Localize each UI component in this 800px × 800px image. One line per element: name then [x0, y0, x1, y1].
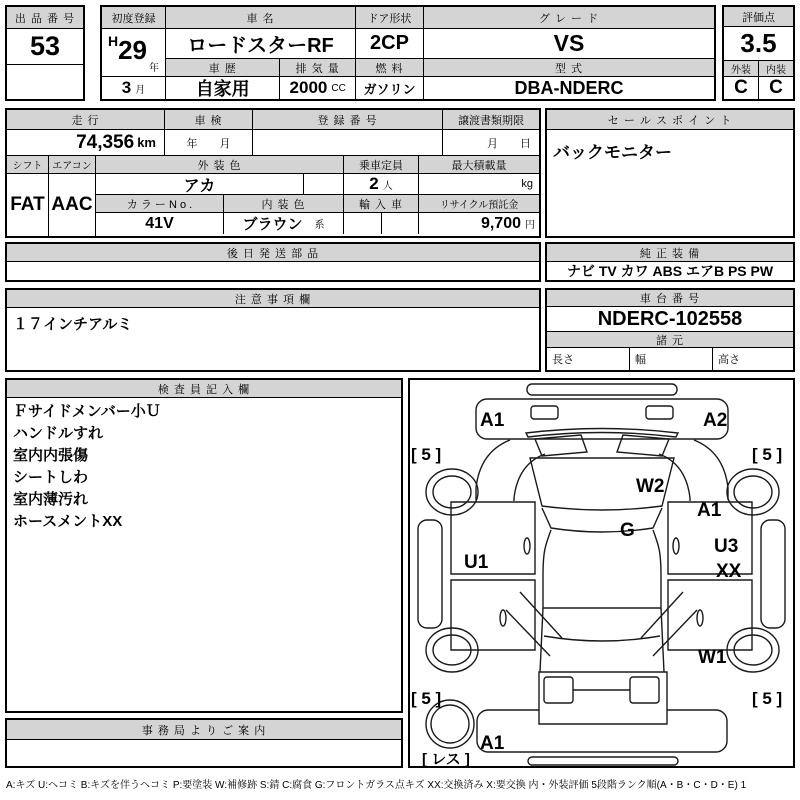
inspector-note-line: Ｆサイドメンバー小Ｕ — [13, 403, 161, 420]
score-value: 3.5 — [724, 27, 793, 61]
history-label: 車 歴 — [166, 59, 280, 77]
quarter-fold-right — [641, 592, 697, 656]
aircon-label: エアコン — [49, 156, 95, 174]
cabin — [543, 530, 661, 608]
first-reg-year-unit: 年 — [149, 63, 160, 74]
later-parts-text — [7, 262, 539, 280]
inspector-label: 検 査 員 記 入 欄 — [7, 380, 401, 398]
wiper-left — [535, 435, 587, 456]
displacement-label: 排 気 量 — [280, 59, 355, 77]
sill-left — [418, 520, 442, 628]
inspector-notes — [7, 398, 401, 536]
equipment-label: 純 正 装 備 — [547, 244, 793, 262]
ext-color-value: アカ — [96, 174, 304, 194]
front-fender-left-inner — [514, 454, 545, 501]
damage-label: A2 — [703, 410, 728, 431]
car-name-label: 車 名 — [166, 7, 355, 29]
wheel-front-left-rim — [433, 476, 471, 508]
rear-lower-strip — [528, 757, 678, 765]
headlight-right — [646, 406, 673, 419]
admin-label: 事 務 局 よ り ご 案 内 — [7, 720, 401, 740]
chassis-number: NDERC-102558 — [547, 307, 793, 332]
damage-label: XX — [716, 561, 742, 582]
damage-label: G — [620, 520, 635, 541]
spare-tire-rim — [431, 705, 469, 743]
capacity-value: 2 人 — [344, 174, 419, 194]
cowl-band — [526, 429, 678, 438]
mileage-value: 74,356 km — [7, 130, 165, 155]
chassis-box — [545, 288, 795, 372]
damage-label: W2 — [636, 476, 665, 497]
inspector-note-line: シートしわ — [13, 469, 89, 486]
color-no-label: カ ラ ー N o . — [96, 195, 224, 213]
equipment-text: ナビ TV カワ ABS エアB PS PW — [566, 263, 774, 279]
capacity-label: 乗車定員 — [344, 156, 419, 174]
inspector-note-line: 室内薄汚れ — [13, 491, 89, 508]
damage-label: [ 5 ] — [752, 689, 783, 708]
spec-label: 諸 元 — [547, 332, 793, 348]
headlight-left — [531, 406, 558, 419]
door-shape-label: ドア形状 — [356, 7, 423, 29]
import-label: 輸 入 車 — [344, 195, 419, 213]
reg-no-value — [253, 130, 443, 155]
auction-no-label: 出 品 番 号 — [7, 7, 83, 29]
fuel-value: ガソリン — [363, 81, 416, 97]
damage-label: A1 — [697, 500, 722, 521]
sill-right — [761, 520, 785, 628]
exterior-label: 外装 — [724, 61, 759, 77]
inspector-note-line: ハンドルすれ — [13, 425, 104, 442]
transfer-doc-value: 月 日 — [487, 137, 531, 150]
front-spoiler — [527, 384, 677, 395]
damage-diagram-box — [408, 378, 795, 768]
inspection-value: 年 月 — [165, 130, 253, 155]
import-value-extra — [382, 213, 419, 234]
recycle-label: リサイクル預託金 — [419, 195, 539, 213]
damage-label: [ 5 ] — [411, 445, 442, 464]
damage-label: U3 — [714, 536, 739, 557]
trunk-latch-left — [544, 677, 573, 703]
front-fender-right-outer — [694, 440, 728, 500]
history-value: 自家用 — [166, 77, 280, 99]
damage-code-legend: A:キズ U:ヘコミ B:キズを伴うヘコミ P:要塗装 W:補修跡 S:錆 C:腐食 G:フロントガラス点キズ XX:交換済み X:要交換 内・外装評価 5段階ランク順(A・B・C・D・E) 1 — [6, 780, 747, 791]
car-diagram — [410, 380, 793, 766]
vehicle-header-table — [100, 5, 716, 101]
sales-point-text: バックモニター — [553, 143, 672, 162]
door-rear-left — [451, 580, 535, 650]
shift-label: シフト — [7, 156, 48, 174]
damage-label: [ 5 ] — [411, 689, 442, 708]
door-handle-rear-right — [697, 610, 703, 626]
notes-text: １７インチアルミ — [13, 316, 133, 333]
details-table — [5, 108, 541, 238]
equipment-box — [545, 242, 795, 282]
model-code-label: 型 式 — [424, 59, 714, 77]
door-shape-value: 2CP — [356, 29, 423, 59]
exterior-grade: C — [724, 77, 759, 99]
wiper-right — [617, 435, 669, 456]
first-reg-month: 3 月 — [121, 78, 146, 97]
transfer-doc-label: 譲渡書類期限 — [443, 110, 539, 130]
sales-point-box — [545, 108, 795, 238]
wheel-front-right-rim — [734, 476, 772, 508]
chassis-label: 車 台 番 号 — [547, 290, 793, 307]
mileage-label: 走 行 — [7, 110, 165, 130]
inspector-note-line: ホースメントXX — [13, 513, 123, 530]
int-color-label: 内 装 色 — [224, 195, 344, 213]
inspector-note-line: 室内内張傷 — [13, 447, 89, 464]
max-load-value: kg — [521, 178, 533, 190]
score-label: 評価点 — [724, 7, 793, 27]
import-value — [344, 213, 382, 234]
door-handle-front-right — [673, 538, 679, 554]
color-no-value: 41V — [96, 213, 224, 234]
door-handle-front-left — [524, 538, 530, 554]
notes-box — [5, 288, 541, 372]
notes-label: 注 意 事 項 欄 — [7, 290, 539, 308]
max-load-label: 最大積載量 — [419, 156, 539, 174]
damage-label: [ 5 ] — [752, 445, 783, 464]
reg-no-label: 登 録 番 号 — [253, 110, 443, 130]
spec-height: 高さ — [718, 354, 740, 366]
recycle-value: 9,700 円 — [480, 214, 535, 232]
first-reg-label: 初度登録 — [102, 7, 165, 29]
first-reg-value — [102, 29, 165, 77]
sales-point-label: セ ー ル ス ポ イ ン ト — [547, 110, 793, 130]
grade-value: VS — [424, 29, 714, 59]
ext-color-label: 外 装 色 — [96, 156, 344, 174]
rating-box — [722, 5, 795, 101]
trunk-latch-right — [630, 677, 659, 703]
later-parts-label: 後 日 発 送 部 品 — [7, 244, 539, 262]
model-code-value: DBA-NDERC — [514, 77, 624, 98]
car-name-value: ロードスターRF — [166, 29, 355, 59]
grade-label: グ レ ー ド — [424, 7, 714, 29]
first-reg-year: 29 — [118, 35, 148, 65]
dash-band — [542, 508, 662, 532]
front-fender-left-outer — [476, 440, 510, 500]
rear-deck-sides — [540, 608, 664, 672]
admin-box — [5, 718, 403, 768]
auction-no-empty — [7, 65, 83, 99]
auction-no-value: 53 — [7, 29, 83, 65]
damage-label: [ レス ] — [422, 751, 470, 766]
int-color-value: ブラウン 系 — [224, 213, 344, 234]
damage-label: U1 — [464, 552, 489, 573]
door-handle-rear-left — [500, 610, 506, 626]
damage-label: A1 — [480, 733, 505, 754]
damage-label: W1 — [698, 647, 727, 668]
inspector-box — [5, 378, 403, 713]
spec-width: 幅 — [630, 348, 713, 370]
inspection-label: 車 検 — [165, 110, 253, 130]
damage-label: A1 — [480, 410, 505, 431]
aircon-value: AAC — [51, 194, 93, 215]
ext-color-extra — [304, 174, 344, 194]
first-reg-era: H — [107, 33, 119, 49]
interior-label: 内装 — [759, 61, 793, 77]
later-parts-box — [5, 242, 541, 282]
fuel-label: 燃 料 — [356, 59, 423, 77]
shift-value: FAT — [10, 194, 45, 215]
interior-grade: C — [769, 77, 783, 98]
displacement-value: 2000 CC — [289, 78, 346, 97]
admin-text — [7, 740, 401, 766]
spec-length: 長さ — [547, 348, 630, 370]
auction-no-box — [5, 5, 85, 101]
quarter-fold-left — [506, 592, 562, 656]
